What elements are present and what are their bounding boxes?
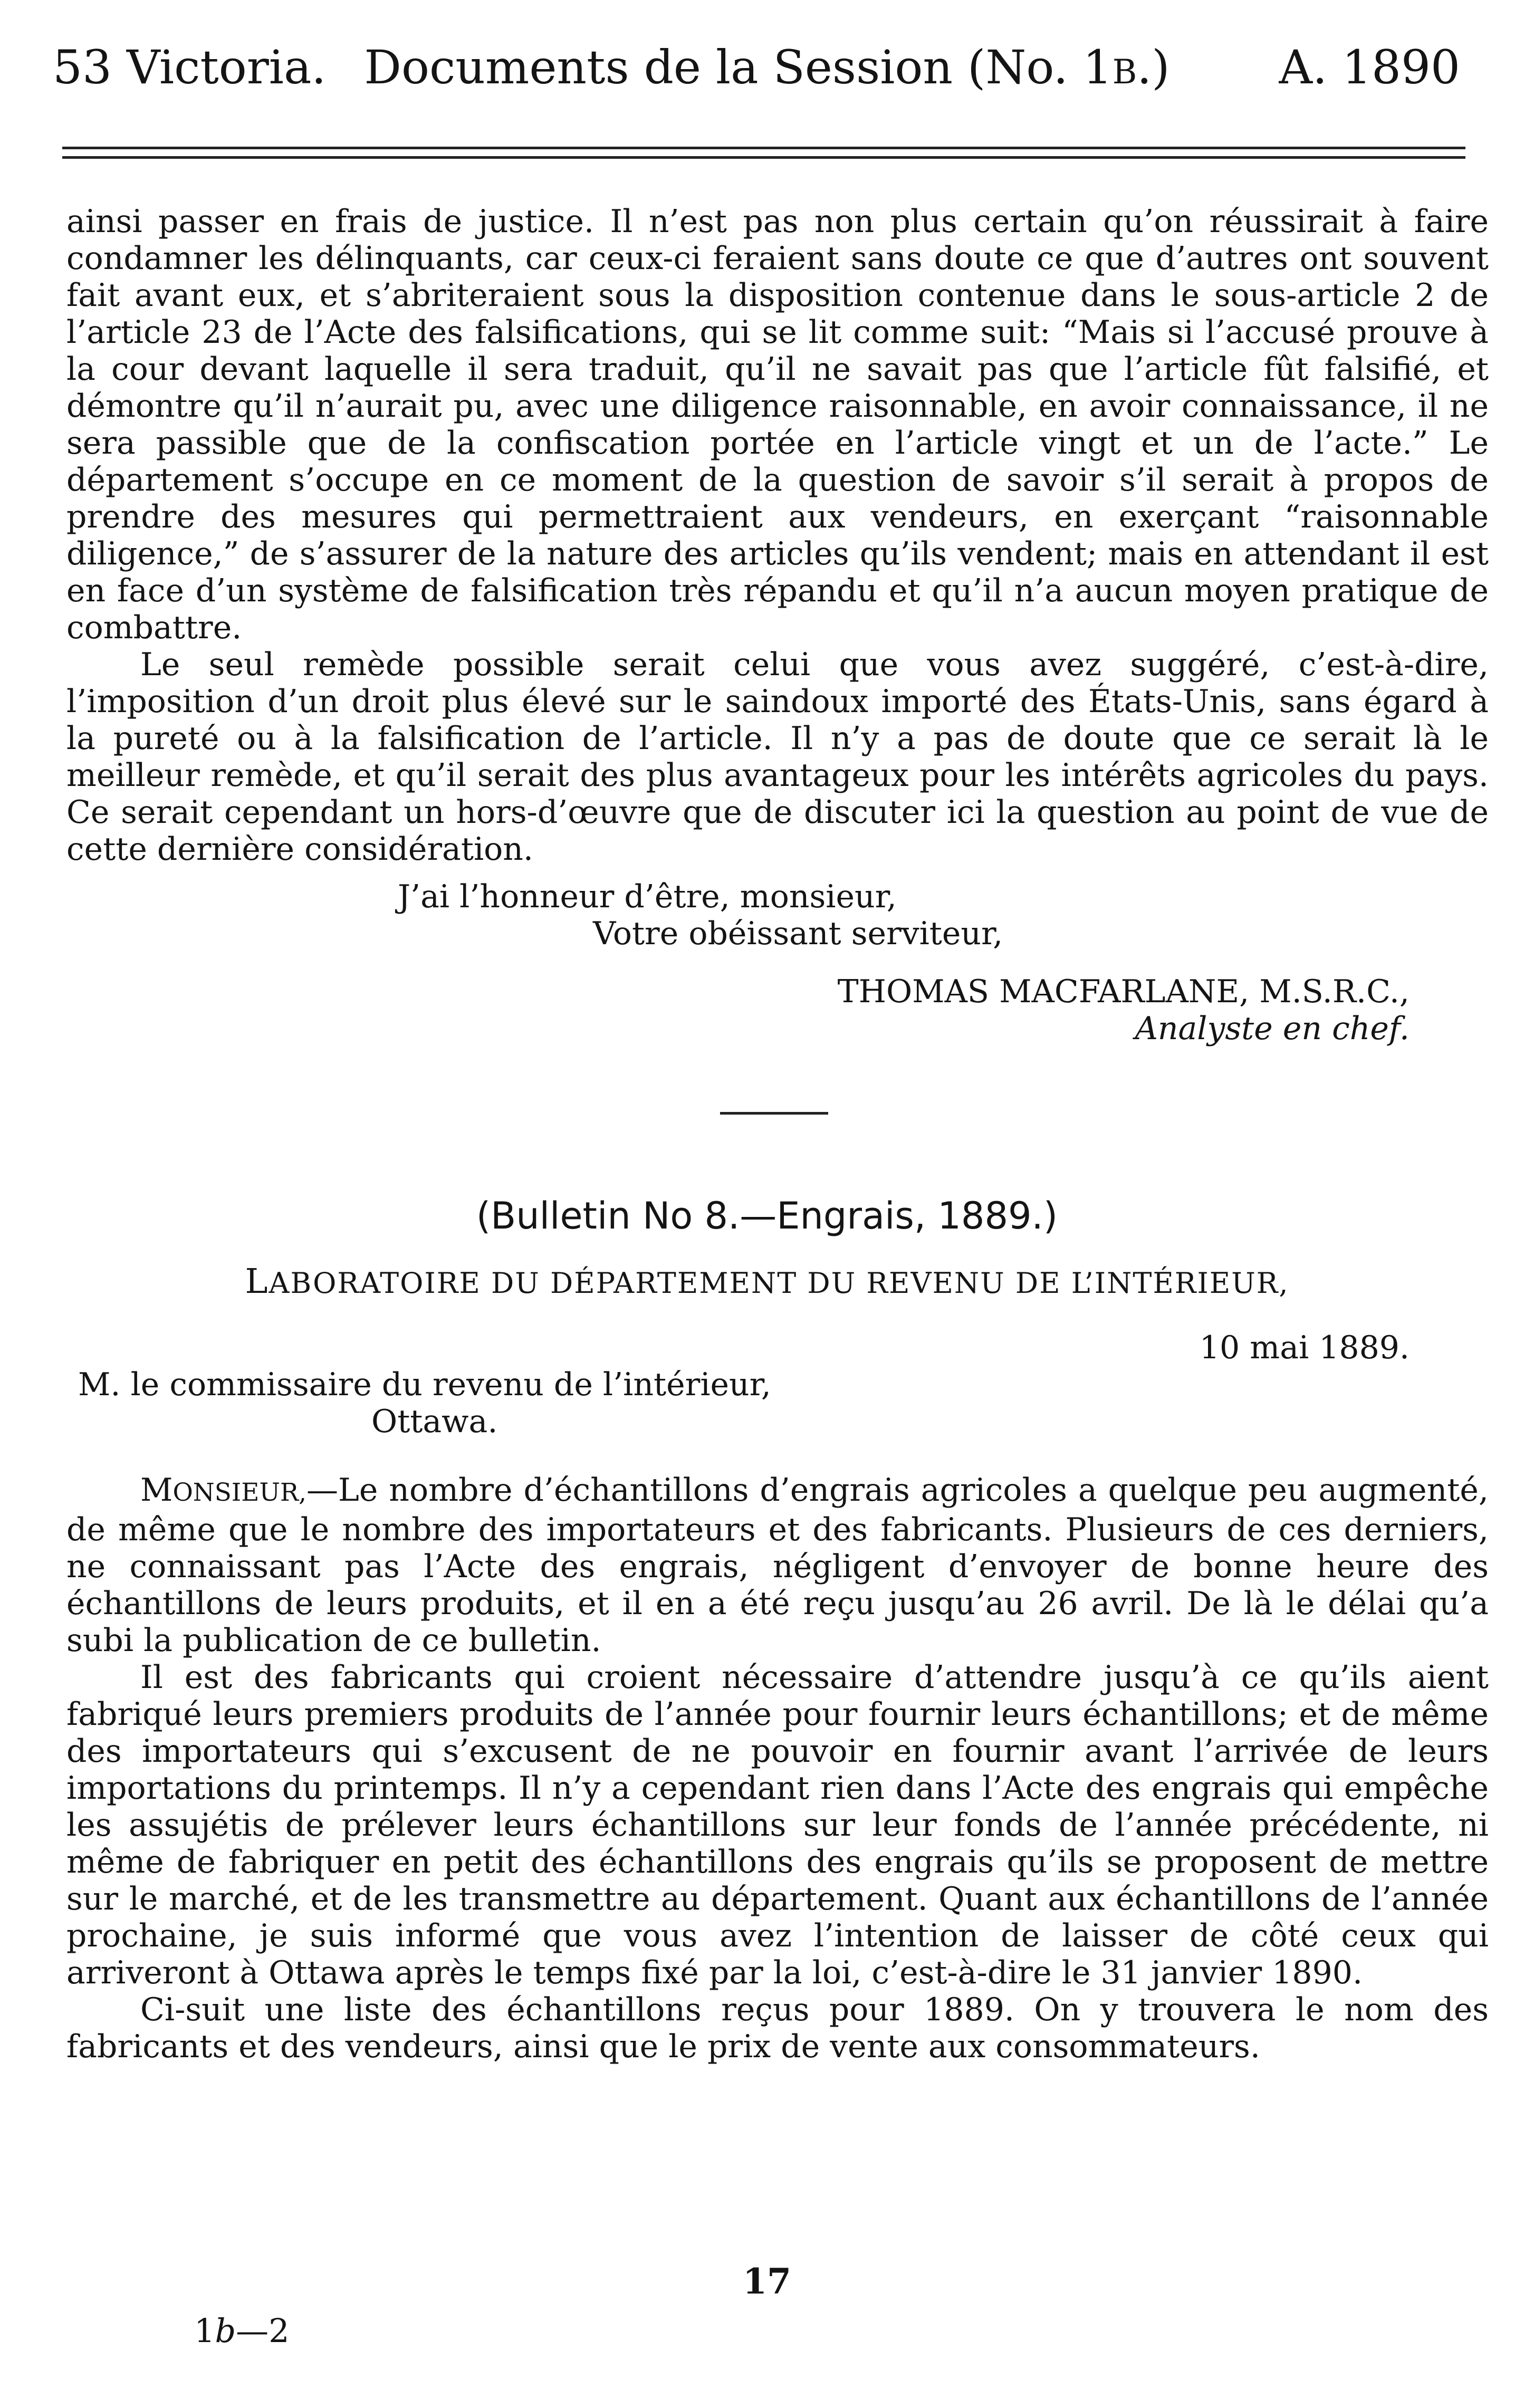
addressee: M. le commissaire du revenu de l’intérieur, bbox=[78, 1366, 771, 1403]
lab-word-rest: ABORATOIRE bbox=[269, 1267, 481, 1300]
sig-mark-prefix: 1 bbox=[194, 2311, 215, 2350]
header-title-smallcap: B bbox=[1112, 52, 1137, 91]
bulletin-paragraph-3: Ci-suit une liste des échantillons reçus pour 1889. On y trouvera le nom des fabricants et des vendeurs, ainsi que le prix de vente aux consommateurs. bbox=[66, 1991, 1489, 2065]
letter-paragraph-2: Le seul remède possible serait celui que vous avez suggéré, c’est-à-dire, l’imposition d’un droit plus élevé sur le saindoux importé des États-Unis, sans égard à la pureté ou à la falsification de l’article. Il n’y a pas de doute que ce serait là le meilleur remède, et qu’il serait des plus avantageux pour les intérêts agricoles du pays. Ce serait cependant un hors-d’œuvre que de discuter ici la question au point de vue de cette dernière considération. bbox=[66, 646, 1489, 868]
header-session-year: 53 Victoria. bbox=[53, 40, 327, 94]
addressee-city: Ottawa. bbox=[371, 1403, 498, 1440]
closing-line-1: J’ai l’honneur d’être, monsieur, bbox=[398, 878, 897, 915]
bulletin-paragraph-1-text: —Le nombre d’échantillons d’engrais agricoles a quelque peu augmenté, de même que le nombre des importateurs et des fabricants. Plusieurs de ces derniers, ne connaissant pas l’Acte des engrais, négligent d’envoyer de bonne heure des échantillons de leurs produits, et il en a été reçu jusqu’au 26 avril. De là le délai qu’a subi la publication de ce bulletin. bbox=[66, 1472, 1489, 1659]
laboratory-heading bbox=[0, 1261, 1534, 1304]
lab-word bbox=[245, 1262, 481, 1301]
letter-date: 10 mai 1889. bbox=[1199, 1329, 1410, 1366]
bulletin-title: (Bulletin No 8.—Engrais, 1889.) bbox=[476, 1194, 1058, 1237]
header-title-main: Documents de la Session (No. 1 bbox=[364, 40, 1113, 94]
bulletin-body bbox=[66, 1472, 1489, 2065]
lab-word: L’INTÉRIEUR, bbox=[1071, 1267, 1289, 1300]
letter-paragraph-1: ainsi passer en frais de justice. Il n’est pas non plus certain qu’on réussirait à faire condamner les délinquants, car ceux-ci feraient sans doute ce que d’autres ont souvent fait avant eux, et s’abriteraient sous la disposition contenue dans le sous-article 2 de l’article 23 de l’Acte des falsifications, qui se lit comme suit: “Mais si l’accusé prouve à la cour devant laquelle il sera traduit, qu’il ne savait pas que l’article fût falsifié, et démontre qu’il n’aurait pu, avec une diligence raisonnable, en avoir connaissance, il ne sera passible que de la confiscation portée en l’article vingt et un de l’acte.” Le département s’occupe en ce moment de la question de savoir s’il serait à propos de prendre des mesures qui permettraient aux vendeurs, en exerçant “raisonnable diligence,” de s’assurer de la nature des articles qu’ils vendent; mais en attendant il est en face d’un système de falsification très répandu et qu’il n’a aucun moyen pratique de combattre. bbox=[66, 203, 1489, 646]
header-rule-top bbox=[62, 147, 1465, 149]
letter-body bbox=[66, 203, 1489, 868]
sig-mark-italic: b bbox=[215, 2311, 236, 2350]
section-divider bbox=[720, 1112, 828, 1115]
signature-title: Analyste en chef. bbox=[1135, 1010, 1410, 1047]
lab-word: REVENU bbox=[866, 1267, 1005, 1300]
bulletin-paragraph-1 bbox=[66, 1472, 1489, 1659]
bulletin-paragraph-2: Il est des fabricants qui croient nécessaire d’attendre jusqu’à ce qu’ils aient fabriqué leurs premiers produits de l’année pour fournir leurs échantillons; et de même des importateurs qui s’excusent de ne pouvoir en fournir avant l’arrivée de leurs importations du printemps. Il n’y a cependant rien dans l’Acte des engrais qui empêche les assujétis de prélever leurs échantillons sur leur fonds de l’année précédente, ni même de fabriquer en petit des échantillons des engrais qu’ils se proposent de mettre sur le marché, et de les transmettre au département. Quant aux échantillons de l’année prochaine, je suis informé que vous avez l’intention de laisser de côté ceux qui arriveront à Ottawa après le temps fixé par la loi, c’est-à-dire le 31 janvier 1890. bbox=[66, 1659, 1489, 1991]
lab-word: DU bbox=[491, 1267, 540, 1300]
header-rule-bottom bbox=[62, 156, 1465, 159]
closing-line-2: Votre obéissant serviteur, bbox=[593, 915, 1003, 952]
lab-word-initial: L bbox=[245, 1262, 269, 1301]
lab-word: DÉPARTEMENT bbox=[550, 1267, 798, 1300]
page-number: 17 bbox=[743, 2261, 791, 2302]
header-title-end: .) bbox=[1137, 40, 1170, 94]
signature-name: THOMAS MACFARLANE, M.S.R.C., bbox=[837, 973, 1410, 1010]
lab-word: DE bbox=[1015, 1267, 1061, 1300]
salutation-initial: M bbox=[140, 1472, 173, 1509]
lab-word: DU bbox=[807, 1267, 857, 1300]
salutation-rest: ONSIEUR, bbox=[172, 1479, 307, 1507]
sig-mark-suffix: —2 bbox=[236, 2311, 290, 2350]
header-year: A. 1890 bbox=[1279, 40, 1460, 94]
printer-signature-mark bbox=[194, 2307, 290, 2355]
